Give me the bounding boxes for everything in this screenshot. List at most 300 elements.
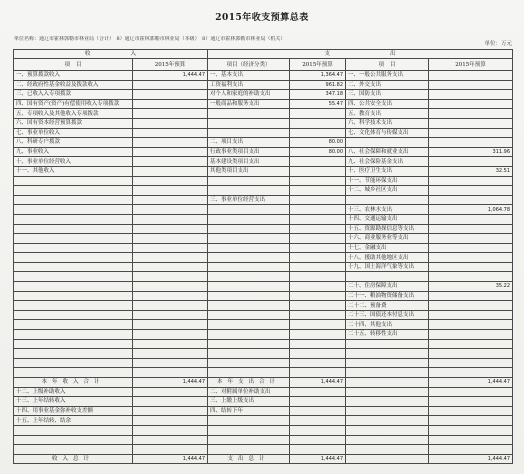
expense-econ-budget-cell: 80.00 xyxy=(290,147,346,157)
income-item-cell: 十五、上年结转、结余 xyxy=(14,416,133,426)
table-row xyxy=(14,205,513,215)
income-budget-cell xyxy=(133,349,208,359)
header-row-groups xyxy=(14,50,513,59)
expense-func-budget-cell: 35.22 xyxy=(429,282,513,292)
income-item-cell: 收入总计 xyxy=(14,454,133,464)
table-row xyxy=(14,301,513,311)
expense-func-item-cell: 十二、城乡社区支出 xyxy=(346,186,429,196)
expense-func-budget-cell: 311.96 xyxy=(429,147,513,157)
income-budget-cell xyxy=(133,147,208,157)
expense-econ-item-cell xyxy=(208,128,290,138)
expense-func-budget-cell xyxy=(429,406,513,416)
expense-econ-budget-cell xyxy=(290,282,346,292)
expense-func-item-header-label: 项目 xyxy=(378,61,402,68)
income-budget-cell: 1,444.47 xyxy=(133,71,208,81)
expense-func-budget-cell xyxy=(429,71,513,81)
expense-econ-item-cell xyxy=(208,214,290,224)
expense-func-item-cell xyxy=(346,195,429,205)
expense-econ-budget-cell: 1,444.47 xyxy=(290,454,346,464)
expense-econ-budget-cell: 55.47 xyxy=(290,99,346,109)
expense-func-budget-cell xyxy=(429,387,513,397)
expense-func-item-cell xyxy=(346,368,429,378)
expense-econ-budget-cell: 347.18 xyxy=(290,90,346,100)
income-budget-cell xyxy=(133,90,208,100)
expense-econ-item-cell: 三、事业单位经营支出 xyxy=(208,195,290,205)
expense-econ-item-header: 项目（经济分类） xyxy=(208,59,290,71)
income-item-cell xyxy=(14,214,133,224)
income-item-cell xyxy=(14,224,133,234)
expense-func-budget-cell xyxy=(429,445,513,455)
expense-func-budget-cell xyxy=(429,435,513,445)
income-budget-cell xyxy=(133,176,208,186)
expense-econ-budget-cell xyxy=(290,291,346,301)
expense-econ-budget-cell xyxy=(290,445,346,455)
table-row xyxy=(14,224,513,234)
unit-name-line: 单位名称：通辽市霍林郭勒市林业局（合计） 8）通辽市霍林郭勒市林业局（本级） 8）通辽市霍林郭勒市林业局（机关） xyxy=(14,36,286,42)
expense-func-item-cell: 二十五、转移性支出 xyxy=(346,330,429,340)
income-budget-cell xyxy=(133,157,208,167)
income-item-cell xyxy=(14,339,133,349)
expense-econ-budget-cell xyxy=(290,157,346,167)
expense-func-budget-cell xyxy=(429,310,513,320)
expense-func-item-cell: 二十一、粮油物资储备支出 xyxy=(346,291,429,301)
income-item-cell: 六、国有资本经营预算拨款 xyxy=(14,118,133,128)
income-item-cell xyxy=(14,243,133,253)
table-row xyxy=(14,349,513,359)
expense-func-budget-cell xyxy=(429,224,513,234)
expense-func-item-cell: 十七、金融支出 xyxy=(346,243,429,253)
expense-func-item-cell xyxy=(346,435,429,445)
budget-table xyxy=(13,49,513,464)
expense-func-budget-cell xyxy=(429,272,513,282)
expense-func-budget-cell xyxy=(429,234,513,244)
table-row xyxy=(14,310,513,320)
table-row xyxy=(14,320,513,330)
expense-header xyxy=(208,50,513,59)
expense-econ-item-cell xyxy=(208,282,290,292)
income-item-cell: 十二、上级补助收入 xyxy=(14,387,133,397)
table-row xyxy=(14,406,513,416)
expense-econ-item-cell xyxy=(208,291,290,301)
table-row xyxy=(14,435,513,445)
table-row xyxy=(14,253,513,263)
expense-econ-item-cell xyxy=(208,358,290,368)
expense-func-budget-cell xyxy=(429,416,513,426)
expense-func-item-cell: 十、医疗卫生支出 xyxy=(346,166,429,176)
expense-econ-budget-cell xyxy=(290,425,346,435)
expense-econ-budget-cell: 1,364.47 xyxy=(290,71,346,81)
income-budget-cell xyxy=(133,128,208,138)
expense-econ-budget-cell xyxy=(290,243,346,253)
income-item-cell: 十、事业单位经营收入 xyxy=(14,157,133,167)
income-item-cell xyxy=(14,234,133,244)
table-row xyxy=(14,330,513,340)
expense-func-item-cell xyxy=(346,406,429,416)
table-row xyxy=(14,387,513,397)
income-item-cell xyxy=(14,262,133,272)
expense-func-item-cell xyxy=(346,339,429,349)
expense-func-budget-cell xyxy=(429,157,513,167)
table-row xyxy=(14,445,513,455)
expense-func-item-cell: 二十三、国债还本付息支出 xyxy=(346,310,429,320)
expense-func-item-cell: 十六、商业服务业等支出 xyxy=(346,234,429,244)
expense-econ-item-cell: 工资福利支出 xyxy=(208,80,290,90)
expense-econ-item-cell: 本年支出合计 xyxy=(208,378,290,388)
expense-func-budget-cell: 1,064.78 xyxy=(429,205,513,215)
expense-econ-budget-cell xyxy=(290,109,346,119)
expense-func-item-cell: 三、国防支出 xyxy=(346,90,429,100)
income-budget-cell xyxy=(133,243,208,253)
expense-econ-item-cell xyxy=(208,205,290,215)
expense-econ-budget-cell: 961.82 xyxy=(290,80,346,90)
income-budget-cell xyxy=(133,234,208,244)
income-budget-cell xyxy=(133,195,208,205)
expense-econ-item-cell xyxy=(208,445,290,455)
expense-func-budget-cell xyxy=(429,138,513,148)
table-row xyxy=(14,99,513,109)
expense-econ-item-cell xyxy=(208,272,290,282)
expense-func-item-cell: 五、教育支出 xyxy=(346,109,429,119)
expense-func-item-cell xyxy=(346,416,429,426)
table-row xyxy=(14,397,513,407)
expense-func-item-cell: 二、外交支出 xyxy=(346,80,429,90)
income-budget-cell xyxy=(133,253,208,263)
income-item-cell: 三、已收入入专项拨款 xyxy=(14,90,133,100)
expense-func-budget-cell xyxy=(429,176,513,186)
income-budget-cell xyxy=(133,416,208,426)
expense-func-budget-cell xyxy=(429,195,513,205)
income-budget-cell xyxy=(133,272,208,282)
income-item-cell xyxy=(14,445,133,455)
expense-econ-budget-cell xyxy=(290,358,346,368)
table-row xyxy=(14,128,513,138)
expense-func-budget-cell xyxy=(429,214,513,224)
income-budget-cell xyxy=(133,214,208,224)
expense-func-item-cell xyxy=(346,454,429,464)
expense-econ-budget-cell xyxy=(290,387,346,397)
table-row xyxy=(14,234,513,244)
expense-func-item-cell: 十五、资源勘探信息等支出 xyxy=(346,224,429,234)
expense-func-item-cell xyxy=(346,425,429,435)
expense-func-item-cell: 八、社会保障和就业支出 xyxy=(346,147,429,157)
expense-econ-item-cell xyxy=(208,349,290,359)
expense-econ-item-cell: 一般商品和服务支出 xyxy=(208,99,290,109)
expense-func-budget-cell: 1,444.47 xyxy=(429,378,513,388)
expense-func-item-cell xyxy=(346,349,429,359)
expense-econ-budget-cell xyxy=(290,397,346,407)
income-budget-header: 2015年预算 xyxy=(133,59,208,71)
income-item-cell xyxy=(14,186,133,196)
table-row xyxy=(14,291,513,301)
table-row xyxy=(14,243,513,253)
expense-func-item-cell xyxy=(346,272,429,282)
income-item-cell: 八、科研专户拨款 xyxy=(14,138,133,148)
expense-func-budget-header: 2015年预算 xyxy=(429,59,513,71)
expense-func-item-cell: 二十二、预备费 xyxy=(346,301,429,311)
expense-func-budget-cell xyxy=(429,109,513,119)
expense-func-budget-cell xyxy=(429,330,513,340)
expense-econ-budget-cell xyxy=(290,205,346,215)
table-row xyxy=(14,186,513,196)
income-budget-cell xyxy=(133,80,208,90)
table-row xyxy=(14,118,513,128)
expense-econ-item-cell xyxy=(208,176,290,186)
income-budget-cell xyxy=(133,282,208,292)
expense-econ-budget-cell xyxy=(290,272,346,282)
expense-func-item-cell: 十一、节能环保支出 xyxy=(346,176,429,186)
expense-econ-budget-cell xyxy=(290,330,346,340)
income-budget-cell: 1,444.47 xyxy=(133,378,208,388)
expense-econ-budget-cell xyxy=(290,128,346,138)
expense-econ-item-cell xyxy=(208,253,290,263)
table-row xyxy=(14,80,513,90)
income-header xyxy=(14,50,208,59)
income-item-cell: 九、事业收入 xyxy=(14,147,133,157)
expense-func-budget-cell xyxy=(429,243,513,253)
expense-econ-item-cell: 支出总计 xyxy=(208,454,290,464)
expense-func-item-cell: 七、文化体育与传媒支出 xyxy=(346,128,429,138)
income-item-cell: 一、预算拨款收入 xyxy=(14,71,133,81)
income-budget-cell xyxy=(133,320,208,330)
expense-econ-item-cell: 对个人和家庭的补助支出 xyxy=(208,90,290,100)
expense-econ-item-cell: 其他类项目支出 xyxy=(208,166,290,176)
expense-econ-item-cell: 一、基本支出 xyxy=(208,71,290,81)
income-budget-cell xyxy=(133,224,208,234)
income-item-cell: 本年收入合计 xyxy=(14,378,133,388)
expense-func-budget-cell xyxy=(429,358,513,368)
expense-func-item-cell xyxy=(346,358,429,368)
expense-econ-budget-cell xyxy=(290,368,346,378)
expense-func-budget-cell xyxy=(429,397,513,407)
expense-econ-item-cell xyxy=(208,339,290,349)
expense-func-budget-cell xyxy=(429,301,513,311)
expense-econ-budget-cell xyxy=(290,253,346,263)
expense-func-budget-cell xyxy=(429,80,513,90)
income-budget-cell xyxy=(133,205,208,215)
expense-func-item-cell xyxy=(346,387,429,397)
income-item-cell xyxy=(14,358,133,368)
income-item-header-label: 项目 xyxy=(64,61,88,68)
expense-func-budget-cell: 32.51 xyxy=(429,166,513,176)
expense-econ-item-cell xyxy=(208,243,290,253)
income-item-cell: 七、事业单位收入 xyxy=(14,128,133,138)
expense-econ-item-cell xyxy=(208,310,290,320)
income-item-cell xyxy=(14,272,133,282)
expense-func-item-cell: 十八、援助其他地区支出 xyxy=(346,253,429,263)
expense-econ-budget-cell xyxy=(290,320,346,330)
expense-func-item-cell xyxy=(346,445,429,455)
expense-econ-item-cell xyxy=(208,330,290,340)
expense-econ-budget-cell: 80.00 xyxy=(290,138,346,148)
income-budget-cell xyxy=(133,435,208,445)
table-row xyxy=(14,214,513,224)
income-header-label: 收入 xyxy=(85,51,177,57)
table-row xyxy=(14,138,513,148)
expense-func-item-cell: 十三、农林水支出 xyxy=(346,205,429,215)
table-row xyxy=(14,454,513,464)
income-item-cell xyxy=(14,435,133,445)
expense-econ-item-cell xyxy=(208,186,290,196)
expense-econ-budget-cell xyxy=(290,234,346,244)
table-row xyxy=(14,176,513,186)
income-budget-cell xyxy=(133,406,208,416)
expense-func-item-cell: 四、公共安全支出 xyxy=(346,99,429,109)
income-budget-cell xyxy=(133,99,208,109)
expense-func-budget-cell xyxy=(429,320,513,330)
income-budget-cell xyxy=(133,262,208,272)
expense-econ-budget-cell xyxy=(290,176,346,186)
expense-func-budget-cell xyxy=(429,128,513,138)
expense-func-item-cell: 二十四、其他支出 xyxy=(346,320,429,330)
table-row xyxy=(14,378,513,388)
income-item-cell: 十一、其他收入 xyxy=(14,166,133,176)
expense-func-budget-cell xyxy=(429,425,513,435)
expense-func-budget-cell xyxy=(429,262,513,272)
expense-econ-budget-cell xyxy=(290,301,346,311)
expense-econ-item-cell: 二、对附属单位补助支出 xyxy=(208,387,290,397)
income-item-cell xyxy=(14,349,133,359)
expense-econ-budget-cell xyxy=(290,195,346,205)
table-row xyxy=(14,358,513,368)
expense-econ-budget-cell xyxy=(290,166,346,176)
budget-table-body xyxy=(14,71,513,464)
table-row xyxy=(14,368,513,378)
expense-func-budget-cell xyxy=(429,368,513,378)
expense-func-budget-cell xyxy=(429,118,513,128)
expense-func-budget-cell xyxy=(429,99,513,109)
expense-econ-item-cell xyxy=(208,320,290,330)
expense-func-item-cell: 一、一般公共服务支出 xyxy=(346,71,429,81)
expense-econ-item-cell xyxy=(208,301,290,311)
expense-econ-budget-cell xyxy=(290,435,346,445)
expense-econ-budget-cell: 1,444.47 xyxy=(290,378,346,388)
table-row xyxy=(14,262,513,272)
table-row xyxy=(14,90,513,100)
income-budget-cell xyxy=(133,186,208,196)
expense-func-budget-cell xyxy=(429,90,513,100)
expense-func-item-cell xyxy=(346,397,429,407)
income-budget-cell xyxy=(133,368,208,378)
expense-econ-item-cell xyxy=(208,118,290,128)
table-row xyxy=(14,272,513,282)
expense-econ-budget-cell xyxy=(290,416,346,426)
table-row xyxy=(14,71,513,81)
expense-econ-item-cell xyxy=(208,234,290,244)
expense-func-budget-cell xyxy=(429,186,513,196)
table-row xyxy=(14,416,513,426)
expense-econ-item-cell xyxy=(208,262,290,272)
expense-econ-budget-header: 2015年预算 xyxy=(290,59,346,71)
expense-func-item-cell xyxy=(346,138,429,148)
income-budget-cell xyxy=(133,310,208,320)
expense-econ-item-cell: 基本建设类项目支出 xyxy=(208,157,290,167)
income-item-cell xyxy=(14,310,133,320)
expense-econ-item-cell xyxy=(208,368,290,378)
table-row xyxy=(14,157,513,167)
expense-func-item-cell: 十九、国土海洋气象等支出 xyxy=(346,262,429,272)
income-budget-cell xyxy=(133,358,208,368)
expense-econ-budget-cell xyxy=(290,224,346,234)
expense-func-item-cell: 二十、住房保障支出 xyxy=(346,282,429,292)
expense-econ-item-cell xyxy=(208,425,290,435)
expense-econ-budget-cell xyxy=(290,214,346,224)
income-item-cell: 五、专项收入及其他收入专项拨款 xyxy=(14,109,133,119)
page-title: 2015年收支预算总表 xyxy=(215,13,309,23)
expense-func-item-cell: 六、科学技术支出 xyxy=(346,118,429,128)
income-budget-cell xyxy=(133,445,208,455)
income-item-cell xyxy=(14,320,133,330)
income-item-cell: 十四、用事业基金弥补收支差额 xyxy=(14,406,133,416)
expense-func-budget-cell: 1,444.47 xyxy=(429,454,513,464)
expense-econ-budget-cell xyxy=(290,349,346,359)
table-row xyxy=(14,195,513,205)
expense-func-item-cell: 九、社会保险基金支出 xyxy=(346,157,429,167)
income-budget-cell xyxy=(133,138,208,148)
expense-econ-budget-cell xyxy=(290,406,346,416)
header-row-columns xyxy=(14,59,513,71)
expense-func-item-header xyxy=(346,59,429,71)
currency-unit: 单位：万元 xyxy=(484,41,512,47)
income-item-cell xyxy=(14,195,133,205)
expense-econ-item-cell: 三、上缴上级支出 xyxy=(208,397,290,407)
expense-header-label: 支出 xyxy=(324,51,456,57)
expense-econ-item-cell xyxy=(208,416,290,426)
income-budget-cell xyxy=(133,330,208,340)
expense-econ-item-cell: 二、项目支出 xyxy=(208,138,290,148)
table-row xyxy=(14,109,513,119)
table-row xyxy=(14,147,513,157)
income-budget-cell xyxy=(133,387,208,397)
income-item-cell: 四、国有资产(资产)有偿使用收入专项拨款 xyxy=(14,99,133,109)
income-item-cell xyxy=(14,368,133,378)
income-item-cell xyxy=(14,301,133,311)
expense-func-budget-cell xyxy=(429,349,513,359)
expense-econ-budget-cell xyxy=(290,310,346,320)
income-item-cell xyxy=(14,291,133,301)
table-row xyxy=(14,339,513,349)
income-item-cell xyxy=(14,253,133,263)
income-budget-cell xyxy=(133,301,208,311)
expense-func-budget-cell xyxy=(429,291,513,301)
income-item-cell xyxy=(14,205,133,215)
income-budget-cell: 1,444.47 xyxy=(133,454,208,464)
expense-econ-item-cell xyxy=(208,109,290,119)
income-budget-cell xyxy=(133,291,208,301)
income-budget-cell xyxy=(133,397,208,407)
table-row xyxy=(14,166,513,176)
income-budget-cell xyxy=(133,339,208,349)
income-item-cell xyxy=(14,330,133,340)
expense-func-item-cell xyxy=(346,378,429,388)
expense-econ-budget-cell xyxy=(290,186,346,196)
expense-econ-budget-cell xyxy=(290,262,346,272)
income-budget-cell xyxy=(133,118,208,128)
expense-func-item-cell: 十四、交通运输支出 xyxy=(346,214,429,224)
income-item-cell: 十三、上年结转收入 xyxy=(14,397,133,407)
expense-econ-item-cell: 四、结转下年 xyxy=(208,406,290,416)
table-row xyxy=(14,425,513,435)
income-budget-cell xyxy=(133,109,208,119)
expense-econ-item-cell: 行政事业类项目支出 xyxy=(208,147,290,157)
expense-econ-budget-cell xyxy=(290,339,346,349)
income-item-cell xyxy=(14,282,133,292)
expense-func-budget-cell xyxy=(429,339,513,349)
expense-func-budget-cell xyxy=(429,253,513,263)
expense-econ-item-cell xyxy=(208,224,290,234)
expense-econ-item-cell xyxy=(208,435,290,445)
income-budget-cell xyxy=(133,166,208,176)
income-budget-cell xyxy=(133,425,208,435)
